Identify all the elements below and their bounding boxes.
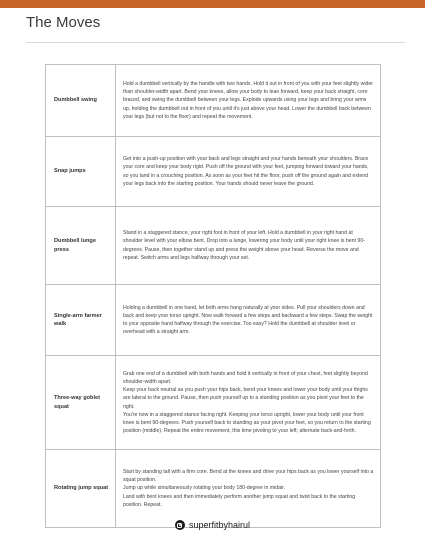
table-row (46, 450, 381, 528)
top-accent-bar (0, 0, 425, 8)
move-description: Start by standing tall with a firm core. Bend at the knees and drive your hips back as you lower yourself into a squat position. Jump up while simultaneously rotating your body 180-degree in midair. Land with bent knees and then immediately perform another jump squat and twist back to the starting position. Repeat. (116, 450, 381, 528)
page-title: The Moves (26, 14, 101, 31)
move-name: Snap jumps (46, 137, 116, 207)
instagram-icon (175, 520, 185, 530)
table-row (46, 65, 381, 137)
table-row (46, 207, 381, 285)
moves-table (45, 64, 381, 528)
move-name: Single-arm farmer walk (46, 285, 116, 356)
footer (0, 520, 425, 530)
move-name: Dumbbell lunge press (46, 207, 116, 285)
social-handle[interactable]: superfitbyhairul (188, 520, 251, 530)
move-description: Holding a dumbbell in one hand, let both arms hang naturally at your sides. Pull your shoulders down and back and keep your torso upright. Now walk forward a few steps and backward a few steps. Swap the weight to your opposite hand halfway through the exercise. Too easy? Hold the dumbbell at shoulder level or overhead with a straight arm. (116, 285, 381, 356)
table-row (46, 356, 381, 450)
table-row (46, 137, 381, 207)
move-description: Grab one end of a dumbbell with both hands and hold it vertically in front of your chest, feet slightly beyond shoulder-width apart. Keep your back neutral as you push your hips back, bend your knees and lower your body until your thighs are lateral to the ground. Pause, then push yourself up to a standing position as you pivot your feet to the right. You're now in a staggered stance facing right. Keeping your torso upright, lower your body until your front knee is bent 90-degrees. Push yourself back to standing as your pivot your feet, so you return to the starting position (middle). Repeat the entire movement, this time pivoting to your left; alternate back-and-forth. (116, 356, 381, 450)
move-description: Hold a dumbbell vertically by the handle with two hands. Hold it out in front of you with your feet slightly wider than shoulder-width apart. Bend your knees, allow your body to lean forward, keep your back straight, core braced, and swing the dumbbell between your legs. Explode upwards using your legs and bring your arms up, holding the dumbbell out in front of you until it's just above your head. Lower the dumbbell back between your legs (but not to the floor) and repeat the movement. (116, 65, 381, 137)
title-divider (26, 42, 405, 43)
move-description: Stand in a staggered stance, your right foot in front of your left. Hold a dumbbell in your right hand at shoulder level with your elbow bent. Drop into a lunge, lowering your body until your right knee is bent 90-degrees. Pause, then together stand up and press the weight above your head. Reverse the move and repeat. Switch arms and legs halfway through your set. (116, 207, 381, 285)
move-description: Get into a push-up position with your back and legs straight and your hands beneath your shoulders. Brace your core and keep your body rigid. Push off the ground with your feet, jumping forward toward your hands, so you land in a crouching position. As soon as your feet hit the floor, push off the ground again and extend your legs back into the starting position. Your hands should never leave the ground. (116, 137, 381, 207)
move-name: Dumbbell swing (46, 65, 116, 137)
table-row (46, 285, 381, 356)
move-name: Rotating jump squat (46, 450, 116, 528)
move-name: Three-way goblet squat (46, 356, 116, 450)
